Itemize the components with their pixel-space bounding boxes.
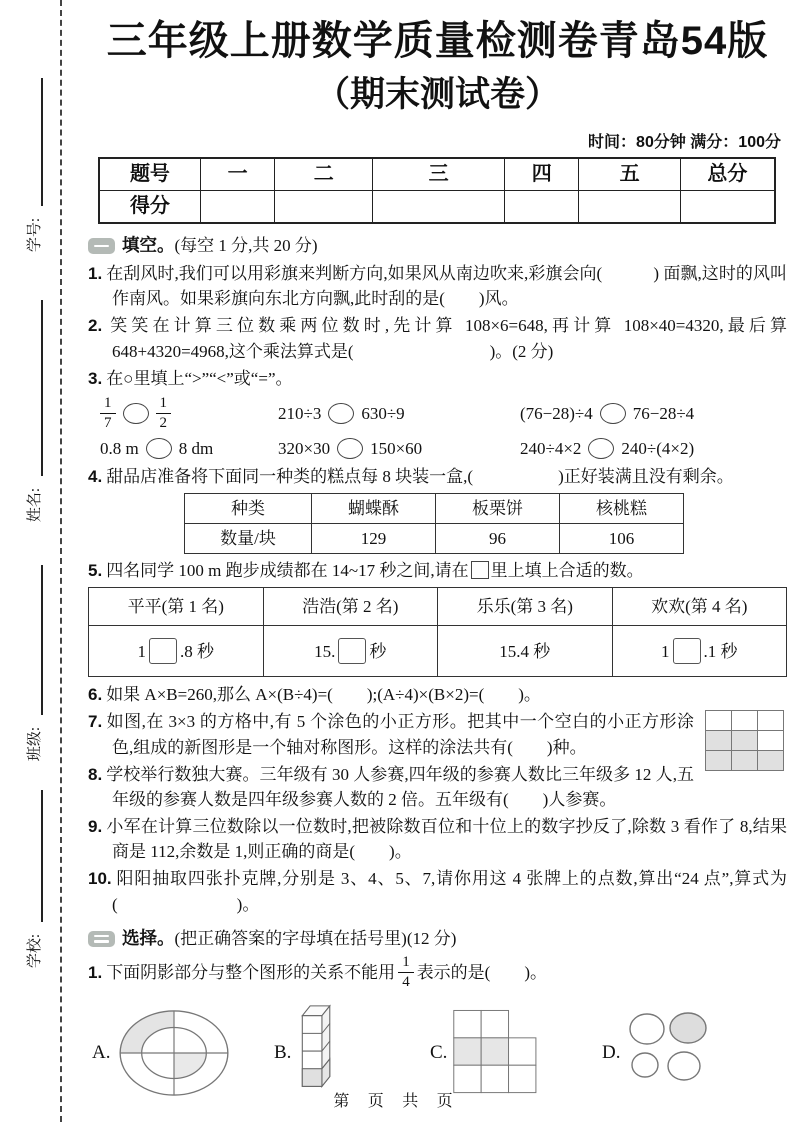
- question-4-number: 4.: [88, 467, 103, 486]
- comparison-item: 210÷3 630÷9: [278, 403, 405, 423]
- compare-circle-blank: [337, 438, 363, 459]
- question-10-text: 阳阳抽取四张扑克牌,分别是 3、4、5、7,请你用这 4 张牌上的点数,算出“24 点”,算式为( )。: [112, 869, 787, 914]
- fraction-one-half: $\frac{1}{2}$: [156, 396, 172, 431]
- question-9-text: 小军在计算三位数除以一位数时,把被除数百位和十位上的数字抄反了,除数 3 看作了 8,结果商是 112,余数是 1,则正确的商是( )。: [106, 817, 787, 862]
- question-4-text: 甜品店准备将下面同一种类的糕点每 8 块装一盒,( )正好装满且没有剩余。: [106, 467, 734, 486]
- small-blank-box: [471, 561, 489, 579]
- runner-time-cell: 15.4 秒: [438, 626, 613, 677]
- score-row-label: 得分: [99, 191, 200, 224]
- runner-time-cell: 1 .8 秒: [89, 626, 264, 677]
- option-d-label: D.: [602, 1041, 621, 1063]
- cake-value-cell: 96: [436, 524, 560, 554]
- comparison-item: 320×30 150×60: [278, 438, 423, 458]
- runner-header-cell: 浩浩(第 2 名): [263, 588, 438, 626]
- score-table: [98, 157, 776, 224]
- section-two-title: 选择。: [122, 927, 175, 948]
- runner-header-cell: 平平(第 1 名): [89, 588, 264, 626]
- school-blank-line: [41, 790, 43, 922]
- compare-circle-blank: [328, 403, 354, 424]
- student-number-blank-line: [41, 78, 43, 206]
- question-6-number: 6.: [88, 685, 103, 705]
- running-table-value-row: [89, 626, 787, 677]
- page-subtitle: （期末测试卷）: [314, 75, 560, 114]
- question-3-comparisons: [88, 396, 787, 461]
- question-10: [88, 866, 787, 916]
- name-blank-line: [41, 300, 43, 476]
- cake-header-cell: 核桃糕: [560, 494, 684, 524]
- choice-question-1-text-before: 下面阴影部分与整个图形的关系不能用: [106, 962, 396, 982]
- question-7-number: 7.: [88, 712, 103, 732]
- option-c-square-grid-figure: [452, 1009, 568, 1097]
- question-8-number: 8.: [88, 764, 103, 784]
- time-blank-box: [338, 638, 366, 664]
- question-3: [88, 366, 787, 391]
- question-7-text: 如图,在 3×3 的方格中,有 5 个涂色的小正方形。把其中一个空白的小正方形涂色,组成的新图形是一个轴对称图形。这样的涂法共有( )种。: [106, 712, 694, 757]
- time-blank-box: [673, 638, 701, 664]
- cake-value-cell: 106: [560, 524, 684, 554]
- score-empty-cell: [505, 191, 579, 224]
- comparison-item: (76−28)÷4 76−28÷4: [520, 403, 695, 423]
- compare-circle-blank: [146, 438, 172, 459]
- score-header-cell: 五: [579, 158, 680, 191]
- section-one-badge-icon: [88, 238, 115, 254]
- comparison-item: 240÷4×2 240÷(4×2): [520, 438, 695, 458]
- cake-value-cell: 129: [312, 524, 436, 554]
- cake-header-cell: 板栗饼: [436, 494, 560, 524]
- choice-question-1-number: 1.: [88, 962, 103, 982]
- question-4: [88, 464, 787, 489]
- runner-header-cell: 欢欢(第 4 名): [612, 588, 787, 626]
- score-empty-cell: [200, 191, 274, 224]
- question-1-number: 1.: [88, 264, 103, 284]
- cake-table-header-row: [185, 494, 684, 524]
- fraction-one-seventh: $\frac{1}{7}$: [100, 396, 116, 431]
- running-times-table: [88, 587, 787, 677]
- symmetry-grid-figure: [704, 709, 785, 772]
- question-9-number: 9.: [88, 817, 103, 837]
- time-blank-box: [149, 638, 177, 664]
- cake-header-cell: 蝴蝶酥: [312, 494, 436, 524]
- name-field-group: [16, 300, 54, 534]
- student-number-field-group: [16, 78, 54, 264]
- class-field-group: [16, 565, 54, 773]
- question-5: [88, 558, 787, 583]
- score-header-cell: 二: [275, 158, 373, 191]
- option-c-label: C.: [430, 1041, 448, 1063]
- score-empty-cell: [373, 191, 505, 224]
- school-label: 学校:: [26, 933, 43, 969]
- question-2: [88, 313, 787, 363]
- compare-circle-blank: [600, 403, 626, 424]
- score-header-cell: 总分: [680, 158, 775, 191]
- comparison-fractions: [100, 396, 278, 431]
- binding-fold-line: [60, 0, 62, 1122]
- runner-time-cell: 1 .1 秒: [612, 626, 787, 677]
- cake-header-cell: 种类: [185, 494, 312, 524]
- question-7: [88, 709, 787, 759]
- class-label-box: [16, 715, 54, 773]
- question-1-text: 在刮风时,我们可以用彩旗来判断方向,如果风从南边吹来,彩旗会向( ) 面飘,这时的风叫作南风。如果彩旗向东北方向飘,此时刮的是( )风。: [106, 264, 787, 309]
- score-header-cell: 三: [373, 158, 505, 191]
- question-6-text: 如果 A×B=260,那么 A×(B÷4)=( );(A÷4)×(B×2)=( )。: [106, 685, 541, 705]
- running-table-header-row: [89, 588, 787, 626]
- section-one-note: (每空 1 分,共 20 分): [174, 236, 318, 256]
- compare-circle-blank: [123, 403, 149, 424]
- question-8: [88, 762, 787, 812]
- option-a-concentric-circles-figure: [115, 1006, 233, 1100]
- class-blank-line: [41, 565, 43, 715]
- section-two-heading: [88, 926, 787, 952]
- option-d-circles-figure: [625, 1009, 725, 1097]
- question-3-text: 在○里填上“>”“<”或“=”。: [106, 368, 293, 388]
- runner-time-cell: 15. 秒: [263, 626, 438, 677]
- score-table-score-row: [99, 191, 775, 224]
- question-5-text-after: 里上填上合适的数。: [490, 561, 644, 581]
- page-footer: 第 页 共 页: [333, 1093, 460, 1111]
- question-1: [88, 261, 787, 311]
- time-score-meta: 时间：80分钟 满分：100分: [588, 133, 781, 151]
- comparison-row-2: [100, 436, 787, 461]
- page-title: 三年级上册数学质量检测卷青岛54版: [106, 19, 769, 63]
- section-two-note: (把正确答案的字母填在括号里)(12 分): [174, 928, 457, 948]
- class-label: 班级:: [26, 726, 43, 762]
- comparison-item: 0.8 m 8 dm: [100, 438, 214, 458]
- question-3-number: 3.: [88, 368, 103, 388]
- runner-header-cell: 乐乐(第 3 名): [438, 588, 613, 626]
- name-label: 姓名:: [26, 487, 43, 523]
- choice-question-1: [88, 955, 787, 990]
- cake-table-value-row: [185, 524, 684, 554]
- score-empty-cell: [275, 191, 373, 224]
- school-field-group: [16, 790, 54, 980]
- student-number-label-box: [16, 206, 54, 264]
- score-header-cell: 四: [505, 158, 579, 191]
- option-a-label: A.: [92, 1041, 111, 1063]
- question-2-number: 2.: [88, 316, 103, 336]
- fraction-one-quarter: $\frac{1}{4}$: [398, 955, 414, 990]
- student-number-label: 学号:: [26, 217, 43, 253]
- section-one-heading: [88, 233, 787, 259]
- question-5-number: 5.: [88, 561, 103, 581]
- score-empty-cell: [579, 191, 680, 224]
- exam-paper: [88, 0, 787, 1106]
- question-2-text: 笑笑在计算三位数乘两位数时,先计算 108×6=648,再计算 108×40=4320,最后算 648+4320=4968,这个乘法算式是( )。(2 分): [106, 316, 787, 361]
- option-b-label: B.: [274, 1041, 292, 1063]
- option-c: [430, 1009, 602, 1097]
- cake-count-table: [184, 493, 684, 554]
- option-a: [92, 1006, 274, 1100]
- comparison-row-1: [100, 396, 787, 431]
- compare-circle-blank: [588, 438, 614, 459]
- question-8-text: 学校举行数独大赛。三年级有 30 人参赛,四年级的参赛人数比三年级多 12 人,五年级的参赛人数是四年级参赛人数的 2 倍。五年级有( )人参赛。: [106, 764, 694, 809]
- score-header-cell: 一: [200, 158, 274, 191]
- question-10-number: 10.: [88, 869, 112, 889]
- question-9: [88, 814, 787, 864]
- choice-question-1-text-after: 表示的是( )。: [416, 962, 548, 982]
- section-one-title: 填空。: [122, 235, 175, 256]
- cake-row-label: 数量/块: [185, 524, 312, 554]
- option-d: [602, 1009, 725, 1097]
- score-header-cell: 题号: [99, 158, 200, 191]
- school-label-box: [16, 922, 54, 980]
- name-label-box: [16, 476, 54, 534]
- score-empty-cell: [680, 191, 775, 224]
- score-table-header-row: [99, 158, 775, 191]
- section-two-badge-icon: [88, 931, 115, 947]
- question-6: [88, 682, 787, 707]
- question-5-text-before: 四名同学 100 m 跑步成绩都在 14~17 秒之间,请在: [106, 561, 469, 581]
